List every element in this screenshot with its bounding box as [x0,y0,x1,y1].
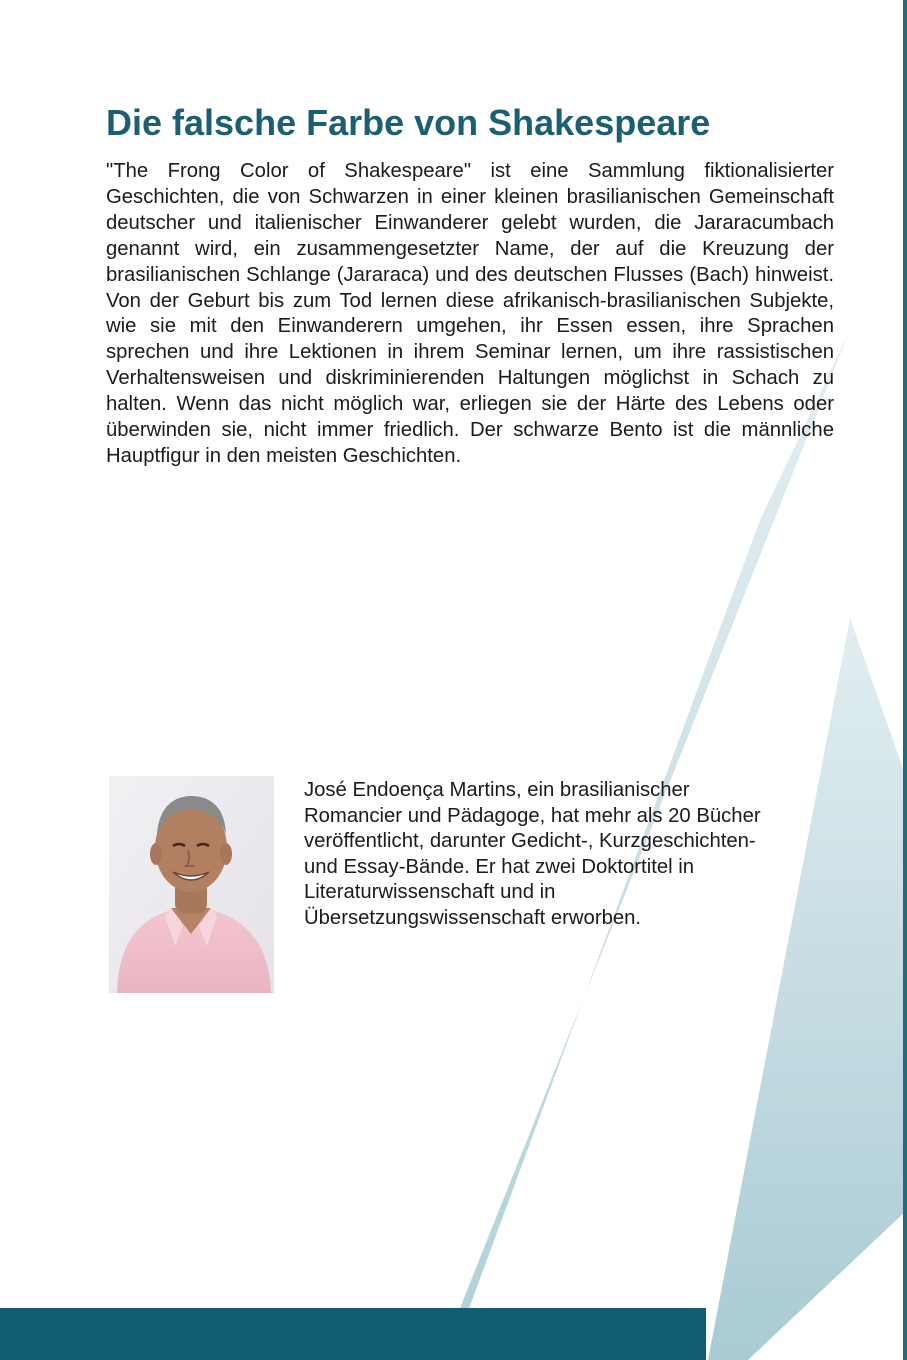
chevron-shape [708,618,907,1360]
author-bio-line: José Endoença Martins, ein brasilianischer [304,779,690,801]
book-title: Die falsche Farbe von Shakespeare [106,102,711,143]
author-bio [304,778,834,932]
author-bio-line: Literaturwissenschaft und in [304,881,556,904]
spine-edge [903,0,907,1360]
author-bio-line: veröffentlicht, darunter Gedicht-, Kurzgeschichten- [304,830,756,853]
author-photo [109,776,274,993]
author-bio-line: Übersetzungswissenschaft erworben. [304,906,642,929]
author-bio-line: Romancier und Pädagoge, hat mehr als 20 Bücher [304,804,761,827]
book-blurb: "The Frong Color of Shakespeare" ist eine Sammlung fiktionalisierter Geschichten, die von Schwarzen in einer kleinen brasilianischen Gemeinschaft deutscher und italienischer Einwanderer gelebt wurden, die Jararacumbach genannt wird, ein zusammengesetzter Name, der auf die Kreuzung der brasilianischen Schlange (Jararaca) und des deutschen Flusses (Bach) hinweist. Von der Geburt bis zum Tod lernen diese afrikanisch-brasilianischen Subjekte, wie sie mit den Einwanderern umgehen, ihr Essen essen, ihre Sprachen sprechen und ihre Lektionen in ihrem Seminar lernen, um ihre rassistischen Verhaltensweisen und diskriminierenden Haltungen möglichst in Schach zu halten. Wenn das nicht möglich war, erliegen sie der Härte des Lebens oder überwinden sie, nicht immer friedlich. Der schwarze Bento ist die männliche Hauptfigur in den meisten Geschichten. [106,160,834,467]
author-bio-line: und Essay-Bände. Er hat zwei Doktortitel in [304,855,695,878]
bottom-accent-bar [0,1308,706,1360]
